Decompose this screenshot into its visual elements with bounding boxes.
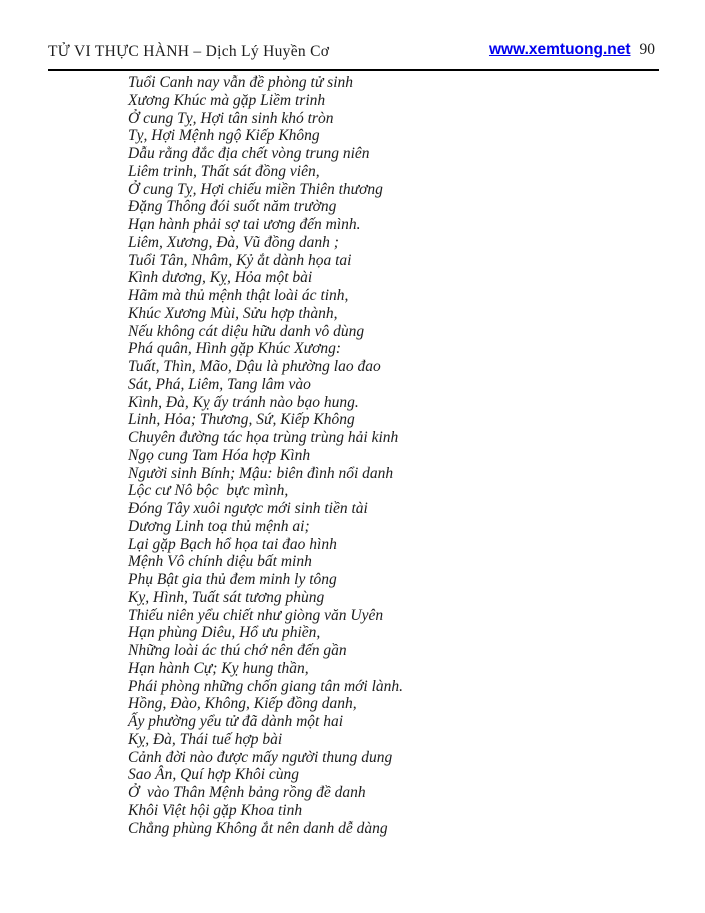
- header-divider: [48, 69, 659, 71]
- poem-body: [128, 74, 403, 837]
- poem-line: Kỵ, Hình, Tuất sát tương phùng: [128, 588, 325, 606]
- poem-line: Sát, Phá, Liêm, Tang lâm vào: [128, 375, 311, 393]
- poem-line: Người sinh Bính; Mậu: biên đình nổi danh: [128, 464, 394, 482]
- poem-line: Liêm trinh, Thất sát đồng viên,: [128, 162, 320, 180]
- poem-line: Khúc Xương Mùi, Sửu hợp thành,: [128, 304, 338, 322]
- poem-line: Linh, Hỏa; Thương, Sứ, Kiếp Không: [128, 411, 355, 429]
- poem-line: Sao Ân, Quí hợp Khôi cùng: [128, 766, 300, 784]
- poem-line: Hồng, Đào, Không, Kiếp đồng danh,: [128, 695, 357, 713]
- poem-line: Ngọ cung Tam Hóa hợp Kình: [128, 446, 311, 464]
- poem-line: Cảnh đời nào được mấy người thung dung: [128, 748, 393, 766]
- poem-line: Lại gặp Bạch hổ họa tai đao hình: [128, 535, 337, 553]
- poem-line: Ở cung Tỵ, Hợi chiếu miền Thiên thương: [128, 180, 383, 198]
- poem-line: Ở cung Tỵ, Hợi tân sinh khó tròn: [128, 109, 334, 127]
- poem-line: Nếu không cát diệu hữu danh vô dùng: [128, 322, 365, 340]
- poem-line: Hạn hành phải sợ tai ương đến mình.: [128, 216, 361, 233]
- poem-line: Tuổi Canh nay vẫn đề phòng tử sinh: [128, 74, 354, 91]
- poem-line: Dẫu rằng đắc địa chết vòng trung niên: [128, 145, 370, 162]
- poem-line: Phụ Bật gia thủ đem minh ly tông: [128, 571, 337, 588]
- page-number: 90: [639, 41, 655, 58]
- poem-line: Đặng Thông đói suốt năm trường: [128, 198, 337, 216]
- header-right: [489, 41, 655, 59]
- poem-line: Xương Khúc mà gặp Liềm trinh: [128, 91, 326, 109]
- poem-line: Liêm, Xương, Đà, Vũ đồng danh ;: [128, 233, 339, 251]
- poem-line: Kình dương, Kỵ, Hỏa một bài: [128, 269, 313, 287]
- poem-line: Tỵ, Hợi Mệnh ngộ Kiếp Không: [128, 127, 320, 145]
- poem-line: Kình, Đà, Kỵ ấy tránh nào bạo hung.: [128, 393, 359, 411]
- poem-line: Tuất, Thìn, Mão, Dậu là phường lao đao: [128, 358, 381, 375]
- poem-line: Ấy phường yểu tử đã dành một hai: [128, 713, 344, 730]
- website-link[interactable]: www.xemtuong.net: [488, 41, 631, 58]
- poem-line: Đóng Tây xuôi ngược mới sinh tiền tài: [128, 500, 368, 517]
- poem-line: Phái phòng những chốn giang tân mới lành.: [128, 677, 404, 695]
- poem-line: Kỵ, Đà, Thái tuế hợp bài: [128, 730, 283, 748]
- poem-line: Tuổi Tân, Nhâm, Kỷ ắt dành họa tai: [128, 251, 352, 269]
- poem-line: Hạn hành Cự; Kỵ hung thần,: [128, 659, 309, 677]
- poem-line: Mệnh Vô chính diệu bất minh: [128, 553, 312, 571]
- poem-line: Phá quân, Hình gặp Khúc Xương:: [128, 340, 342, 358]
- poem-line: Khôi Việt hội gặp Khoa tinh: [128, 801, 303, 819]
- poem-line: Chuyên đường tác họa trùng trùng hải kinh: [128, 429, 399, 446]
- poem-line: Dương Linh toạ thủ mệnh ai;: [128, 517, 310, 535]
- poem-line: Lộc cư Nô bộc bực mình,: [128, 482, 289, 500]
- poem-line: Thiếu niên yểu chiết như giòng văn Uyên: [128, 606, 384, 624]
- poem-line: Chẳng phùng Không ắt nên danh dễ dàng: [128, 819, 388, 837]
- poem-line: Hãm mà thủ mệnh thật loài ác tinh,: [128, 287, 349, 304]
- poem-line: Hạn phùng Diêu, Hổ ưu phiền,: [128, 624, 321, 642]
- poem-line: Ở vào Thân Mệnh bảng rồng đề danh: [128, 784, 366, 801]
- document-title: TỬ VI THỰC HÀNH – Dịch Lý Huyền Cơ: [48, 43, 330, 60]
- poem-line: Những loài ác thú chớ nên đến gần: [128, 642, 347, 659]
